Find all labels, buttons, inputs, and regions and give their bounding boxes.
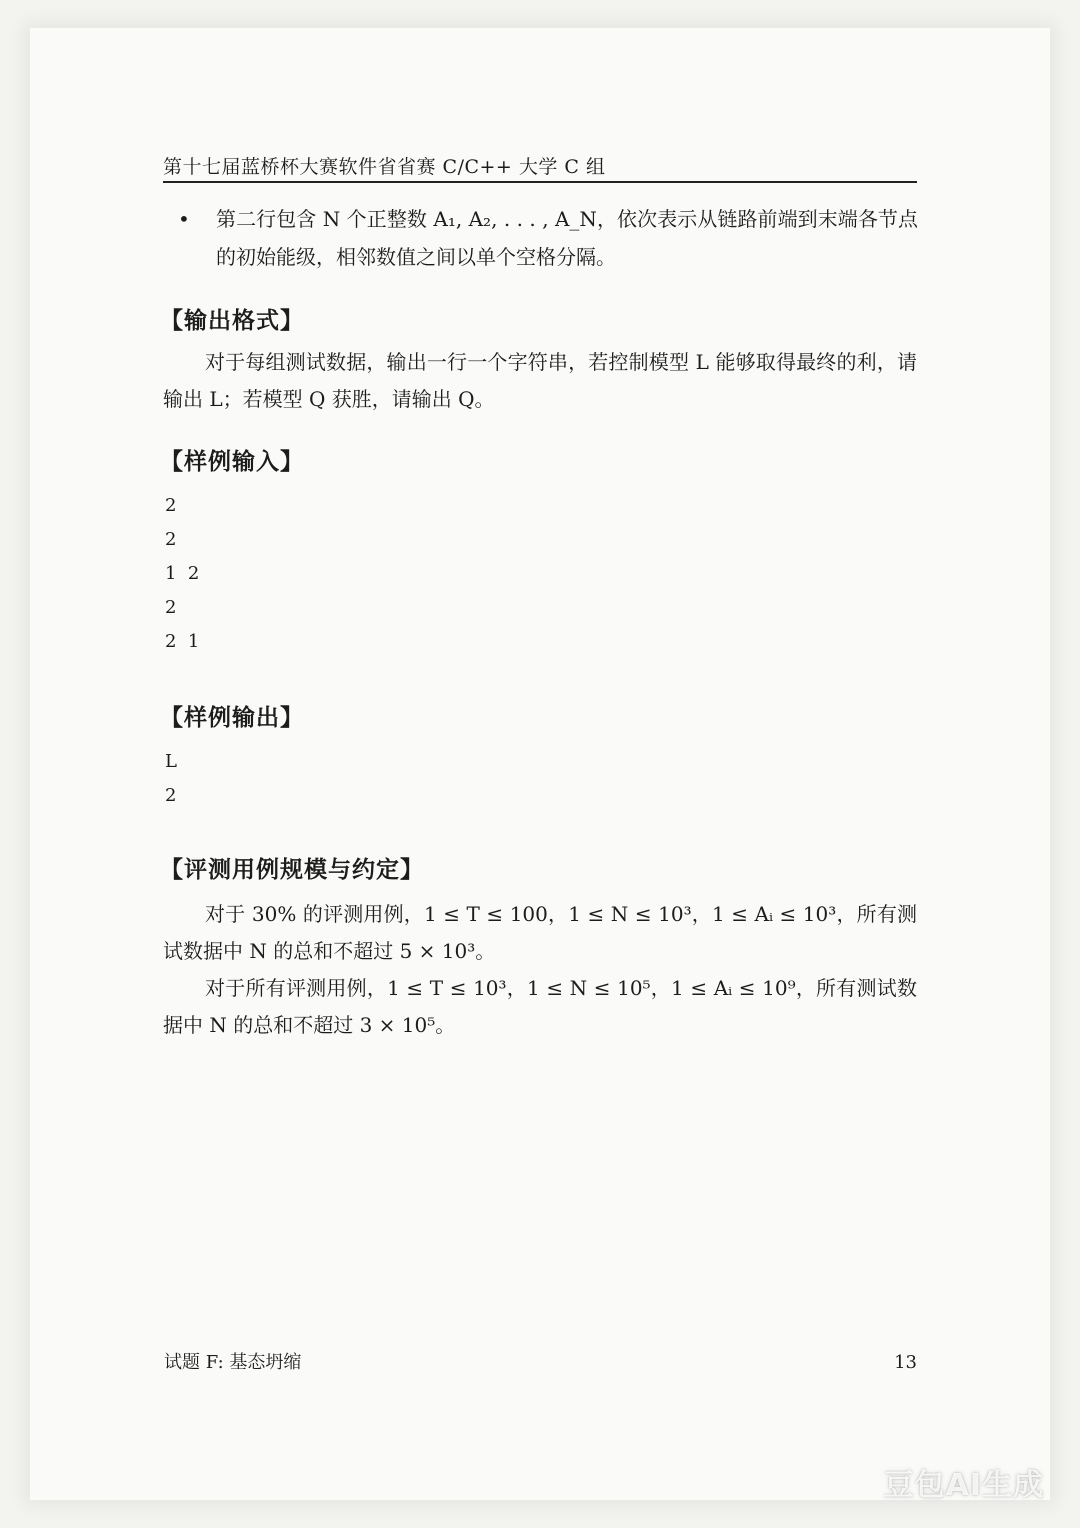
page-header: 第十七届蓝桥杯大赛软件省省赛 C/C++ 大学 C 组 xyxy=(163,156,606,178)
sample-input-block xyxy=(165,489,199,659)
constraints-title: 【评测用例规模与约定】 xyxy=(160,857,424,883)
sample-input-title: 【样例输入】 xyxy=(160,449,304,475)
bullet-dot: • xyxy=(178,207,190,231)
ai-watermark: 豆包AI生成 xyxy=(883,1468,1044,1503)
sample-output-title: 【样例输出】 xyxy=(160,705,304,731)
footer-problem-title: 试题 F: 基态坍缩 xyxy=(164,1352,302,1373)
header-divider xyxy=(163,181,917,183)
constraints-para-2: 对于所有评测用例，1 ≤ T ≤ 10³，1 ≤ N ≤ 10⁵，1 ≤ Aᵢ ≤ 10⁹，所有测试数据中 N 的总和不超过 3 × 10⁵。 xyxy=(163,976,917,1037)
sample-input-line: 2 xyxy=(165,597,177,618)
output-format-title: 【输出格式】 xyxy=(160,308,304,334)
output-format-text: 对于每组测试数据，输出一行一个字符串，若控制模型 L 能够取得最终的利，请输出 L；若模型 Q 获胜，请输出 Q。 xyxy=(163,350,917,411)
sample-output-line: 2 xyxy=(165,785,177,806)
sample-input-line: 1 2 xyxy=(165,563,200,584)
bullet-text: 第二行包含 N 个正整数 A₁, A₂, . . . , A_N，依次表示从链路前端到末端各节点的初始能级，相邻数值之间以单个空格分隔。 xyxy=(216,207,918,269)
sample-input-line: 2 xyxy=(165,495,177,516)
page-number: 13 xyxy=(894,1352,917,1373)
constraints-para-1: 对于 30% 的评测用例，1 ≤ T ≤ 100，1 ≤ N ≤ 10³，1 ≤ Aᵢ ≤ 10³，所有测试数据中 N 的总和不超过 5 × 10³。 xyxy=(163,902,917,963)
sample-output-block xyxy=(165,745,177,813)
input-format-bullet xyxy=(178,200,918,276)
sample-input-line: 2 1 xyxy=(165,631,200,652)
sample-input-line: 2 xyxy=(165,529,177,550)
sample-output-line: L xyxy=(165,751,177,772)
